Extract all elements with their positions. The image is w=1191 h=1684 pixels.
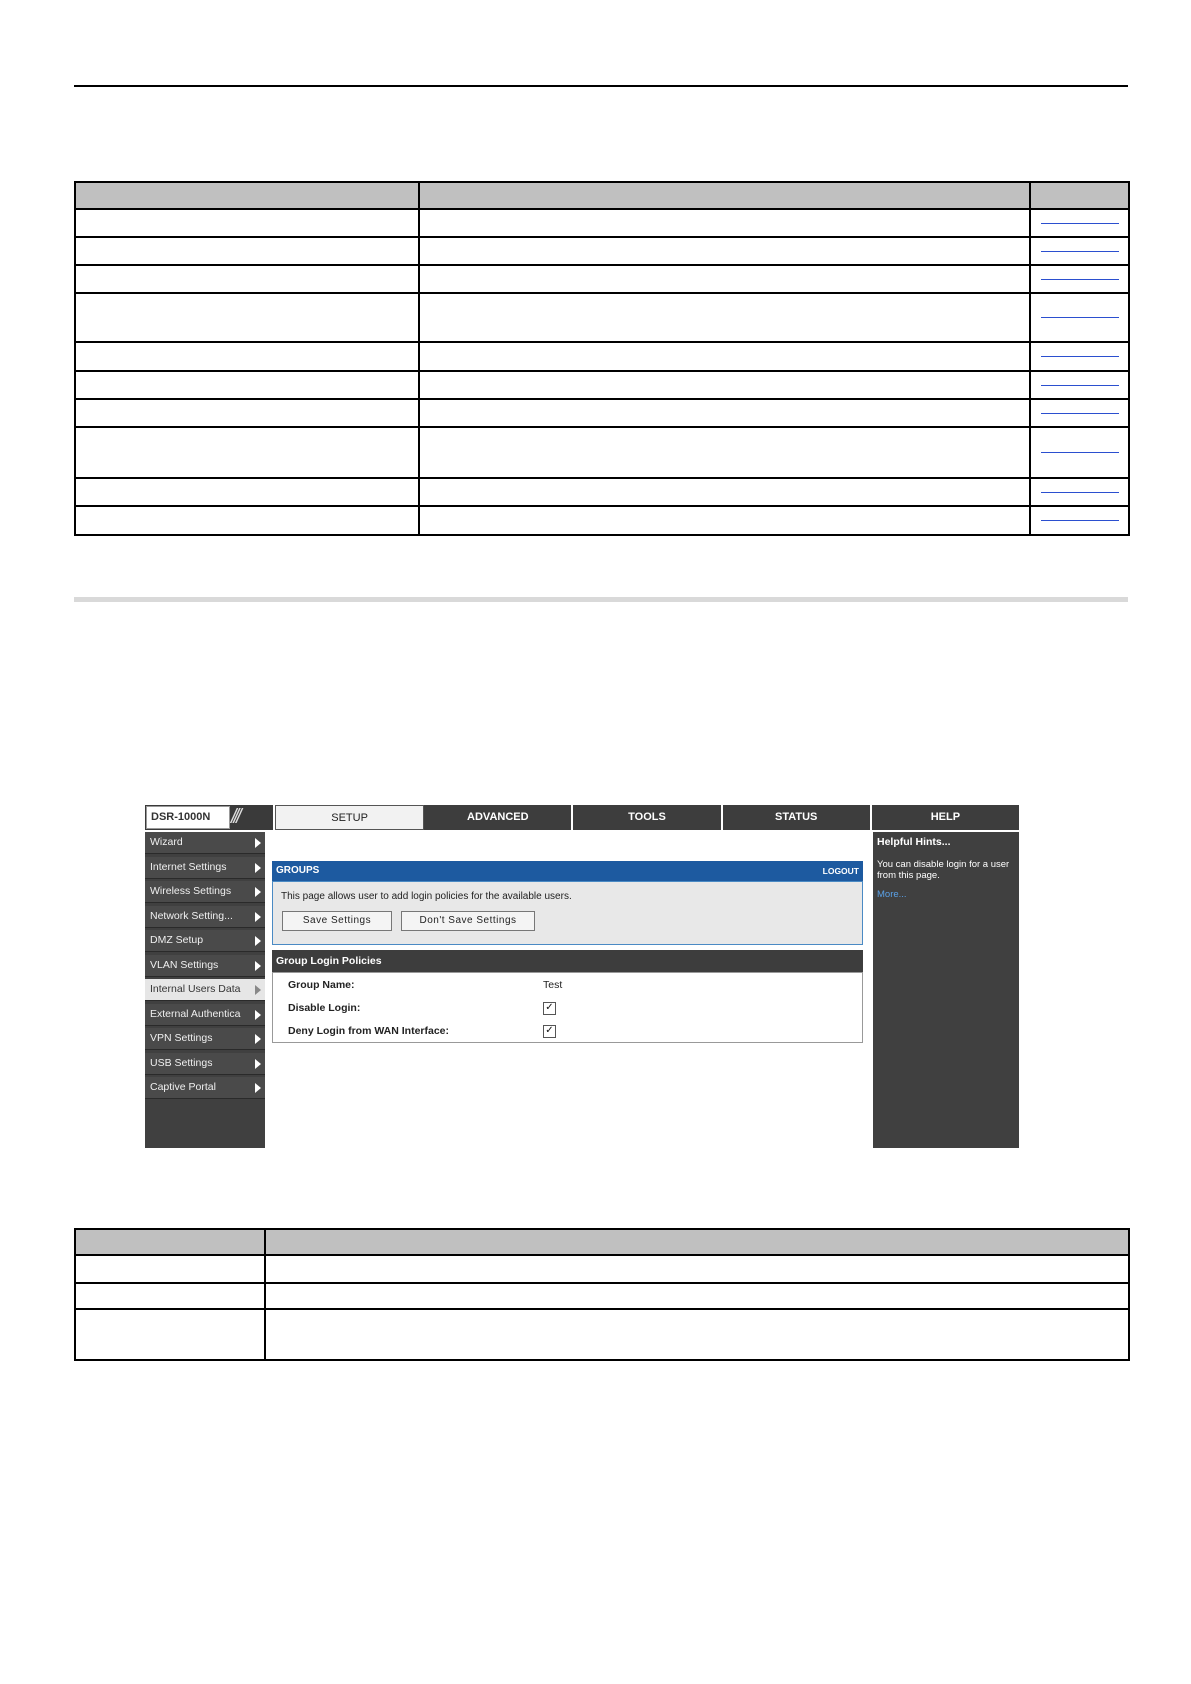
policies-header: Group Login Policies bbox=[272, 950, 863, 972]
nav-item-network-setting[interactable] bbox=[145, 906, 265, 928]
main-panel bbox=[272, 832, 873, 1148]
arrow-right-icon bbox=[255, 961, 261, 971]
arrow-right-icon bbox=[255, 1010, 261, 1020]
tab-status[interactable]: STATUS bbox=[723, 805, 872, 830]
arrow-right-icon bbox=[255, 1059, 261, 1069]
arrow-right-icon bbox=[255, 912, 261, 922]
page-link[interactable] bbox=[1041, 356, 1119, 357]
page-link[interactable] bbox=[1041, 413, 1119, 414]
tab-tools[interactable]: TOOLS bbox=[573, 805, 722, 830]
left-nav bbox=[145, 832, 265, 1148]
nav-label: USB Settings bbox=[150, 1056, 213, 1069]
nav-item-wireless-settings[interactable] bbox=[145, 881, 265, 903]
save-settings-button[interactable]: Save Settings bbox=[282, 911, 392, 931]
top-rule bbox=[74, 85, 1128, 87]
nav-label: DMZ Setup bbox=[150, 934, 204, 946]
page-link[interactable] bbox=[1041, 317, 1119, 318]
logo-text: DSR-1000N bbox=[146, 806, 230, 829]
arrow-right-icon bbox=[255, 1034, 261, 1044]
top-tabs bbox=[275, 805, 1019, 830]
header-cell bbox=[419, 182, 1030, 209]
page-link[interactable] bbox=[1041, 223, 1119, 224]
arrow-right-icon bbox=[255, 887, 261, 897]
nav-label: Wireless Settings bbox=[150, 885, 232, 897]
groups-box bbox=[272, 881, 863, 945]
nav-item-usb-settings[interactable] bbox=[145, 1053, 265, 1075]
help-text: You can disable login for a user from this page. bbox=[877, 859, 1010, 881]
nav-item-captive-portal[interactable] bbox=[145, 1077, 265, 1099]
tab-help[interactable]: HELP bbox=[872, 805, 1019, 830]
group-name-value: Test bbox=[543, 979, 563, 991]
group-name-label: Group Name: bbox=[288, 979, 355, 991]
page-link[interactable] bbox=[1041, 492, 1119, 493]
nav-label: Network Setting... bbox=[150, 909, 233, 922]
arrow-right-icon bbox=[255, 838, 261, 848]
groups-header bbox=[272, 861, 863, 881]
deny-wan-checkbox[interactable] bbox=[543, 1025, 556, 1038]
policies-box bbox=[272, 972, 863, 1043]
page-link[interactable] bbox=[1041, 520, 1119, 521]
page-link[interactable] bbox=[1041, 452, 1119, 453]
nav-item-dmz-setup[interactable] bbox=[145, 930, 265, 952]
nav-label: VLAN Settings bbox=[150, 958, 219, 971]
page-link[interactable] bbox=[1041, 251, 1119, 252]
dont-save-settings-button[interactable]: Don't Save Settings bbox=[401, 911, 535, 931]
nav-item-internal-users-data[interactable] bbox=[145, 979, 265, 1001]
groups-title: GROUPS bbox=[276, 865, 320, 876]
nav-label: Internet Settings bbox=[150, 860, 227, 873]
nav-label: External Authentica bbox=[150, 1007, 241, 1020]
nav-label: VPN Settings bbox=[150, 1032, 213, 1044]
section-rule bbox=[74, 597, 1128, 602]
disable-login-label: Disable Login: bbox=[288, 1002, 361, 1014]
reference-table bbox=[74, 181, 1130, 536]
nav-item-wizard[interactable] bbox=[145, 832, 265, 854]
help-more-link[interactable]: More... bbox=[877, 889, 907, 900]
arrow-right-icon bbox=[255, 985, 261, 995]
deny-wan-label: Deny Login from WAN Interface: bbox=[288, 1025, 450, 1037]
page-link[interactable] bbox=[1041, 385, 1119, 386]
arrow-right-icon bbox=[255, 1083, 261, 1093]
logo bbox=[145, 805, 273, 830]
header-cell bbox=[75, 182, 419, 209]
logo-slash-icon: /// bbox=[231, 806, 239, 828]
checkmark-icon: ✓ bbox=[545, 1002, 554, 1013]
help-panel bbox=[873, 832, 1019, 1148]
tab-advanced[interactable]: ADVANCED bbox=[424, 805, 573, 830]
nav-item-external-authentication[interactable] bbox=[145, 1004, 265, 1026]
help-title: Helpful Hints... bbox=[877, 836, 951, 848]
nav-label: Wizard bbox=[150, 836, 183, 848]
nav-item-vpn-settings[interactable] bbox=[145, 1028, 265, 1050]
nav-item-internet-settings[interactable] bbox=[145, 857, 265, 879]
field-table bbox=[74, 1228, 1130, 1361]
disable-login-checkbox[interactable] bbox=[543, 1002, 556, 1015]
router-ui-screenshot bbox=[145, 805, 1019, 1148]
arrow-right-icon bbox=[255, 863, 261, 873]
arrow-right-icon bbox=[255, 936, 261, 946]
nav-label: Internal Users Data bbox=[150, 983, 241, 995]
tab-setup[interactable]: SETUP bbox=[275, 805, 424, 830]
nav-item-vlan-settings[interactable] bbox=[145, 955, 265, 977]
header-cell bbox=[75, 1229, 265, 1255]
header-cell bbox=[1030, 182, 1129, 209]
checkmark-icon: ✓ bbox=[545, 1025, 554, 1036]
logout-link[interactable]: LOGOUT bbox=[822, 866, 859, 876]
page-link[interactable] bbox=[1041, 279, 1119, 280]
groups-description: This page allows user to add login policies for the available users. bbox=[281, 891, 572, 902]
nav-label: Captive Portal bbox=[150, 1081, 216, 1093]
header-cell bbox=[265, 1229, 1129, 1255]
